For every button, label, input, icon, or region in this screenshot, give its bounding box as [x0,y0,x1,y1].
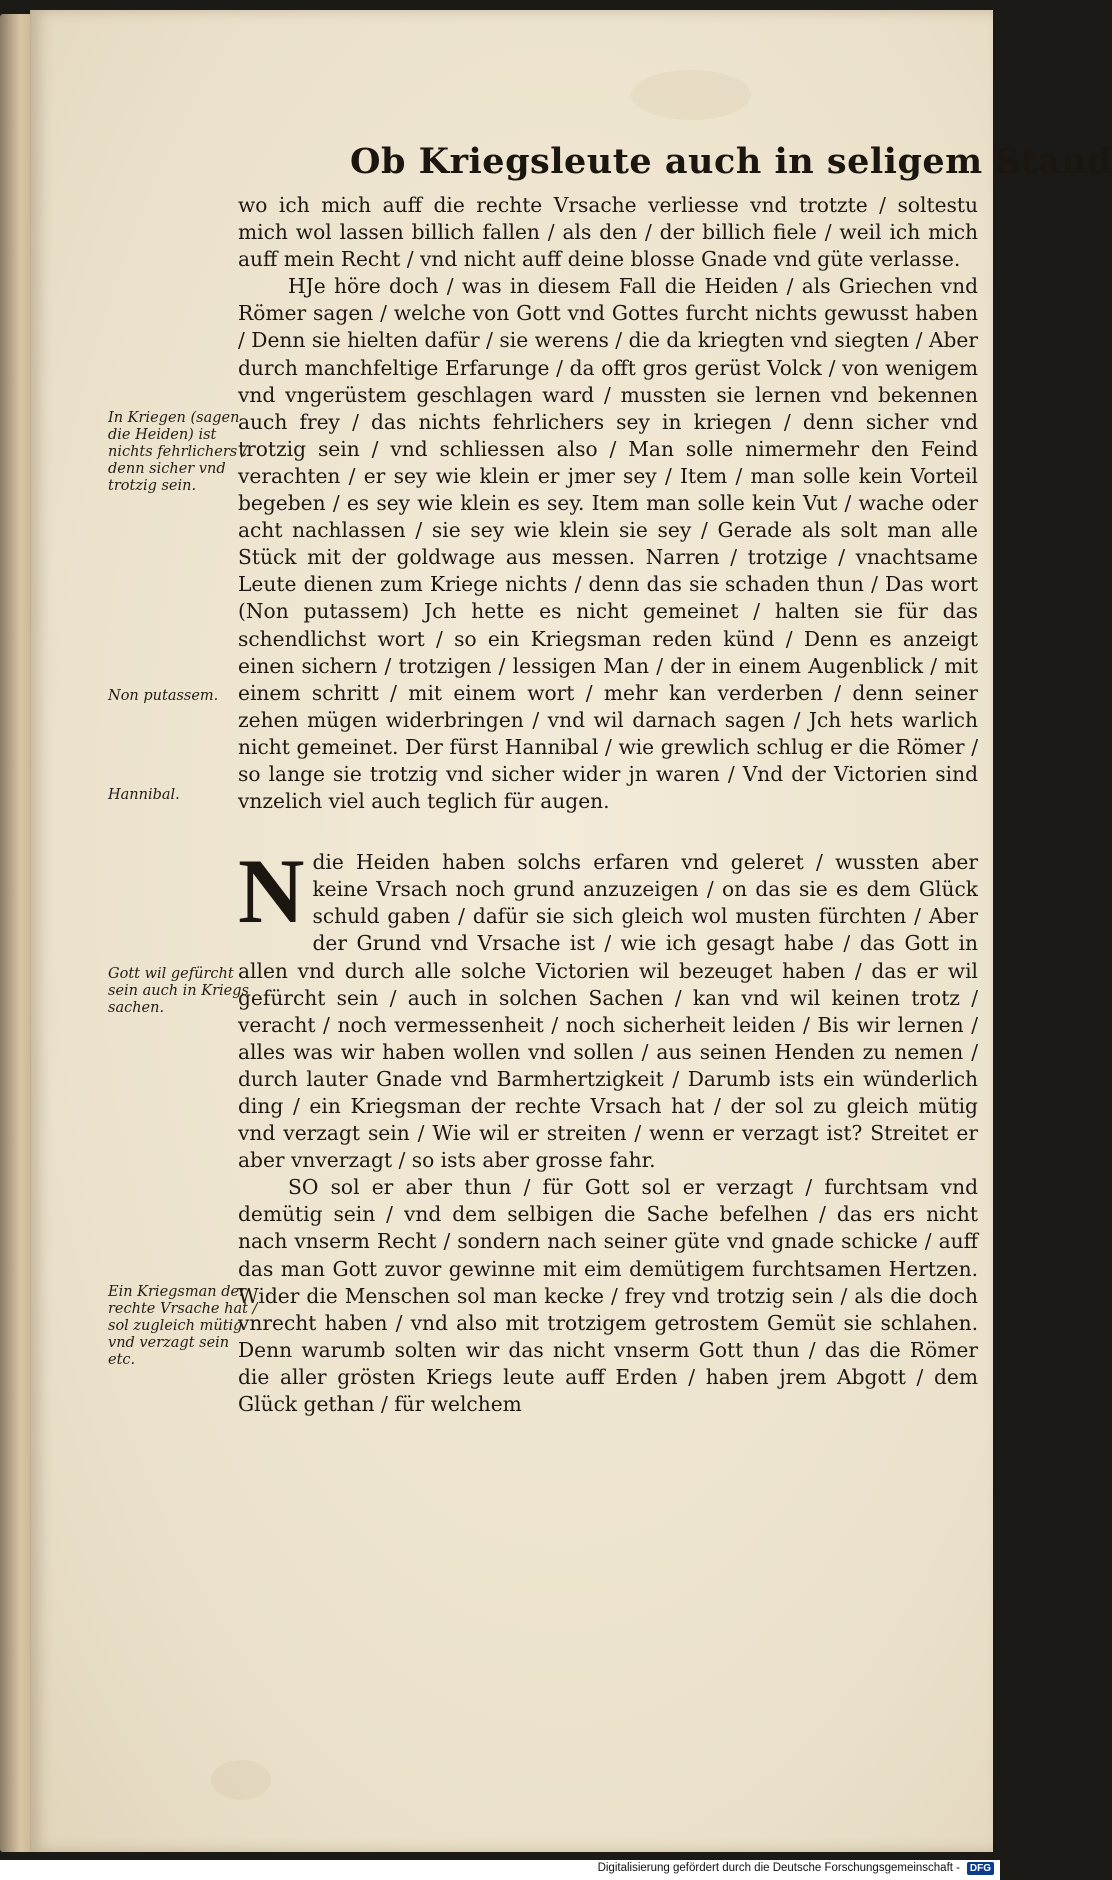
paper-stain [631,70,751,120]
paragraph-so-sol: SO sol er aber thun / für Gott sol er verzagt / furchtsam vnd demütig sein / vnd dem selbigen die Sache befelhen / das ers nicht nach vnserm Recht / sondern nach seiner güte vnd gnade schicke / auff das man Gott zuvor gewinne mit eim demütigem furchtsamen Hertzen. Wider die Menschen sol man kecke / frey vnd trotzig sein / als die doch vnrecht haben / vnd also mit trotzigem getrostem Gemüt sie schlahen. Denn warumb solten wir das nicht vnserm Gott thun / das die Römer die aller grösten Kriegs leute auff Erden / haben jrem Abgott / dem Glück gethan / für welchem [238,1175,978,1417]
paragraph-continuation: wo ich mich auff die rechte Vrsache verliesse vnd trotzte / soltestu mich wol lassen billich fallen / als den / der billich fiele / weil ich mich auff mein Recht / vnd nicht auff deine blosse Gnade vnd güte verlasse. [238,193,978,272]
dfg-logo: DFG [967,1862,994,1875]
running-header: Ob Kriegsleute auch in seligem Stand [350,141,1112,182]
paragraph-section-start [238,840,978,1174]
margin-note: Non putassem. [108,688,219,704]
margin-note: In Kriegen (sagen die Heiden) ist nichts fehrlichers / denn sicher vnd trotzig sein. [108,410,247,494]
footer-credit: Digitalisierung gefördert durch die Deutsche Forschungsgemeinschaft - [597,1862,960,1874]
footer-bar [0,1860,1000,1880]
margin-note: Hannibal. [108,787,180,803]
drop-cap-initial: N [238,840,305,943]
margin-note: Ein Kriegsman der rechte Vrsache hat / sol zugleich mütig vnd verzagt sein etc. [108,1284,258,1368]
paragraph-text: die Heiden haben solchs erfaren vnd geleret / wussten aber keine Vrsach noch grund anzuzeigen / on das sie es dem Glück schuld gaben / dafür sie sich gleich wol musten fürchten / Aber der Grund vnd Vrsache ist / wie ich gesagt habe / das Gott in allen vnd durch alle solche Victorien wil bezeuget haben / das er wil gefürcht sein / auch in solchen Sachen / kan vnd wil keinen trotz / veracht / noch vermessenheit / noch sicherheit leiden / Bis wir lernen / alles was wir haben wollen vnd sollen / aus seinen Henden zu nemen / durch lauter Gnade vnd Barmhertzigkeit / Darumb ists ein wünderlich ding / ein Kriegsman der rechte Vrsach hat / der sol zu gleich mütig vnd verzagt sein / Wie wil er streiten / wenn er verzagt ist? Streitet er aber vnverzagt / so ists aber grosse fahr. [238,850,978,1173]
book-spine-edge [0,14,34,1852]
margin-note: Gott wil gefürcht sein auch in Kriegs sachen. [108,966,249,1016]
paper-stain [211,1760,271,1800]
main-text-block [238,192,978,1418]
paragraph-heiden: HJe höre doch / was in diesem Fall die Heiden / als Griechen vnd Römer sagen / welche von Gott vnd Gottes furcht nichts gewusst haben / Denn sie hielten dafür / sie werens / die da kriegten vnd siegten / Aber durch manchfeltige Erfarunge / da offt gros gerüst Volck / von wenigem vnd vngerüstem geschlagen ward / mussten sie lernen vnd bekennen auch frey / das nichts fehrlichers sey in kriegen / denn sicher vnd trotzig sein / vnd schliessen also / Man solle nimermehr den Feind verachten / er sey wie klein er jmer sey / Item / man solle kein Vorteil begeben / es sey wie klein es sey. Item man solle kein Vut / wache oder acht nachlassen / sie sey wie klein sie sey / Gerade als solt man alle Stück mit der goldwage aus messen. Narren / trotzige / vnachtsame Leute dienen zum Kriege nichts / denn das sie schaden thun / Das wort (Non putassem) Jch hette es nicht gemeinet / halten sie für das schendlichst wort / so ein Kriegsman reden künd / Denn es anzeigt einen sichern / trotzigen / lessigen Man / der in einem Augenblick / mit einem schritt / mit einem wort / mehr kan verderben / denn seiner zehen mügen widerbringen / vnd wil darnach sagen / Jch hets warlich nicht gemeinet. Der fürst Hannibal / wie grewlich schlug er die Römer / so lange sie trotzig vnd sicher wider jn waren / Vnd der Victorien sind vnzelich viel auch teglich für augen. [238,274,978,814]
